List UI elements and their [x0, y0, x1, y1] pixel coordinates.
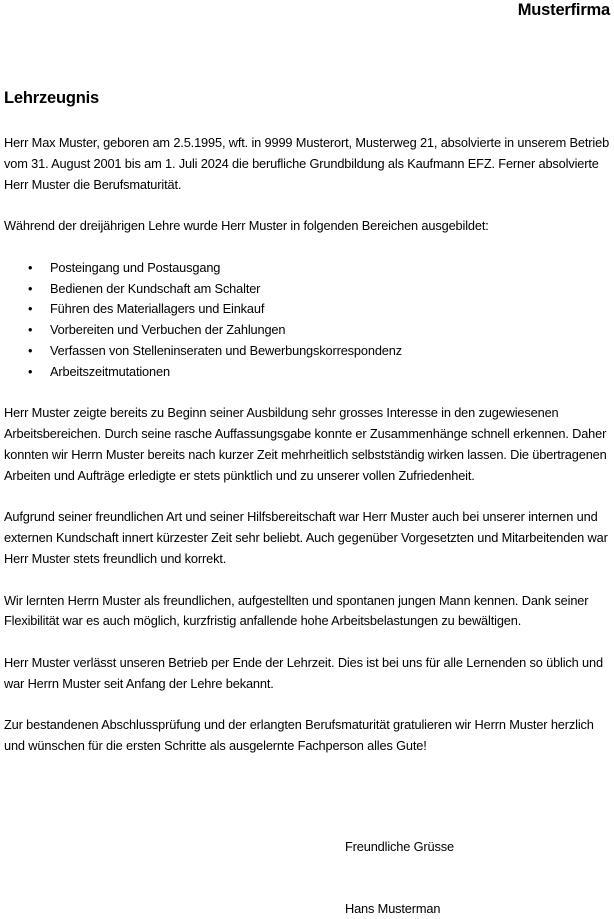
- list-item: [4, 258, 610, 279]
- training-areas-list: [4, 258, 610, 383]
- congratulation-paragraph: Zur bestandenen Abschlussprüfung und der erlangten Berufsmaturität gratulieren wir Herrn Muster herzlich und wünschen für die ersten Schritte als ausgelernte Fachperson alles Gute!: [4, 717, 594, 754]
- bullet-icon: •: [28, 363, 33, 379]
- list-item-label: Führen des Materiallagers und Einkauf: [50, 301, 265, 317]
- training-intro-paragraph: Während der dreijährigen Lehre wurde Herr Muster in folgenden Bereichen ausgebildet:: [4, 218, 489, 234]
- list-item: [4, 341, 610, 362]
- list-item: [4, 320, 610, 341]
- bullet-icon: •: [28, 342, 33, 358]
- list-item: [4, 362, 610, 383]
- intro-paragraph: Herr Max Muster, geboren am 2.5.1995, wft. in 9999 Musterort, Musterweg 21, absolvierte in unserem Betrieb vom 31. August 2001 bis am 1. Juli 2024 die berufliche Grundbildung als Kaufmann EFZ. Ferner absolvierte Herr Muster die Berufsmaturität.: [4, 135, 610, 192]
- closing-greeting: Freundliche Grüsse: [345, 839, 454, 854]
- list-item-label: Verfassen von Stelleninseraten und Bewerbungskorrespondenz: [50, 342, 402, 358]
- list-item-label: Bedienen der Kundschaft am Schalter: [50, 280, 261, 296]
- bullet-icon: •: [28, 322, 33, 338]
- interest-paragraph: Herr Muster zeigte bereits zu Beginn seiner Ausbildung sehr grosses Interesse in den zugewiesenen Arbeitsbereichen. Durch seine rasche Auffassungsgabe konnte er Zusammenhänge schnell erkennen. Daher konnten wir Herrn Muster bereits nach kurzer Zeit mehrheitlich selbstständig wirken lassen. Die übertragenen Arbeiten und Aufträge erledigte er stets pünktlich und zu unserer vollen Zufriedenheit.: [4, 405, 607, 483]
- list-item: [4, 279, 610, 300]
- document-title: Lehrzeugnis: [4, 89, 99, 107]
- bullet-icon: •: [28, 280, 33, 296]
- list-item: [4, 299, 610, 320]
- bullet-icon: •: [28, 259, 33, 275]
- list-item-label: Vorbereiten und Verbuchen der Zahlungen: [50, 322, 286, 338]
- behavior-paragraph: Aufgrund seiner freundlichen Art und seiner Hilfsbereitschaft war Herr Muster auch bei unserer internen und externen Kundschaft innert kürzester Zeit sehr beliebt. Auch gegenüber Vorgesetzten und Mitarbeitenden war Herr Muster stets freundlich und korrekt.: [4, 509, 608, 566]
- departure-paragraph: Herr Muster verlässt unseren Betrieb per Ende der Lehrzeit. Dies ist bei uns für alle Lernenden so üblich und war Herrn Muster seit Anfang der Lehre bekannt.: [4, 654, 603, 691]
- list-item-label: Arbeitszeitmutationen: [50, 363, 170, 379]
- document-body: [4, 133, 610, 778]
- character-paragraph: Wir lernten Herrn Muster als freundlichen, aufgestellten und spontanen jungen Mann kennen. Dank seiner Flexibilität war es auch möglich, kurzfristig anfallende hohe Arbeitsbelastungen zu bewältigen.: [4, 592, 589, 629]
- list-item-label: Posteingang und Postausgang: [50, 259, 221, 275]
- company-name: Musterfirma: [517, 1, 610, 19]
- bullet-icon: •: [28, 301, 33, 317]
- signer-name: Hans Musterman: [345, 901, 441, 916]
